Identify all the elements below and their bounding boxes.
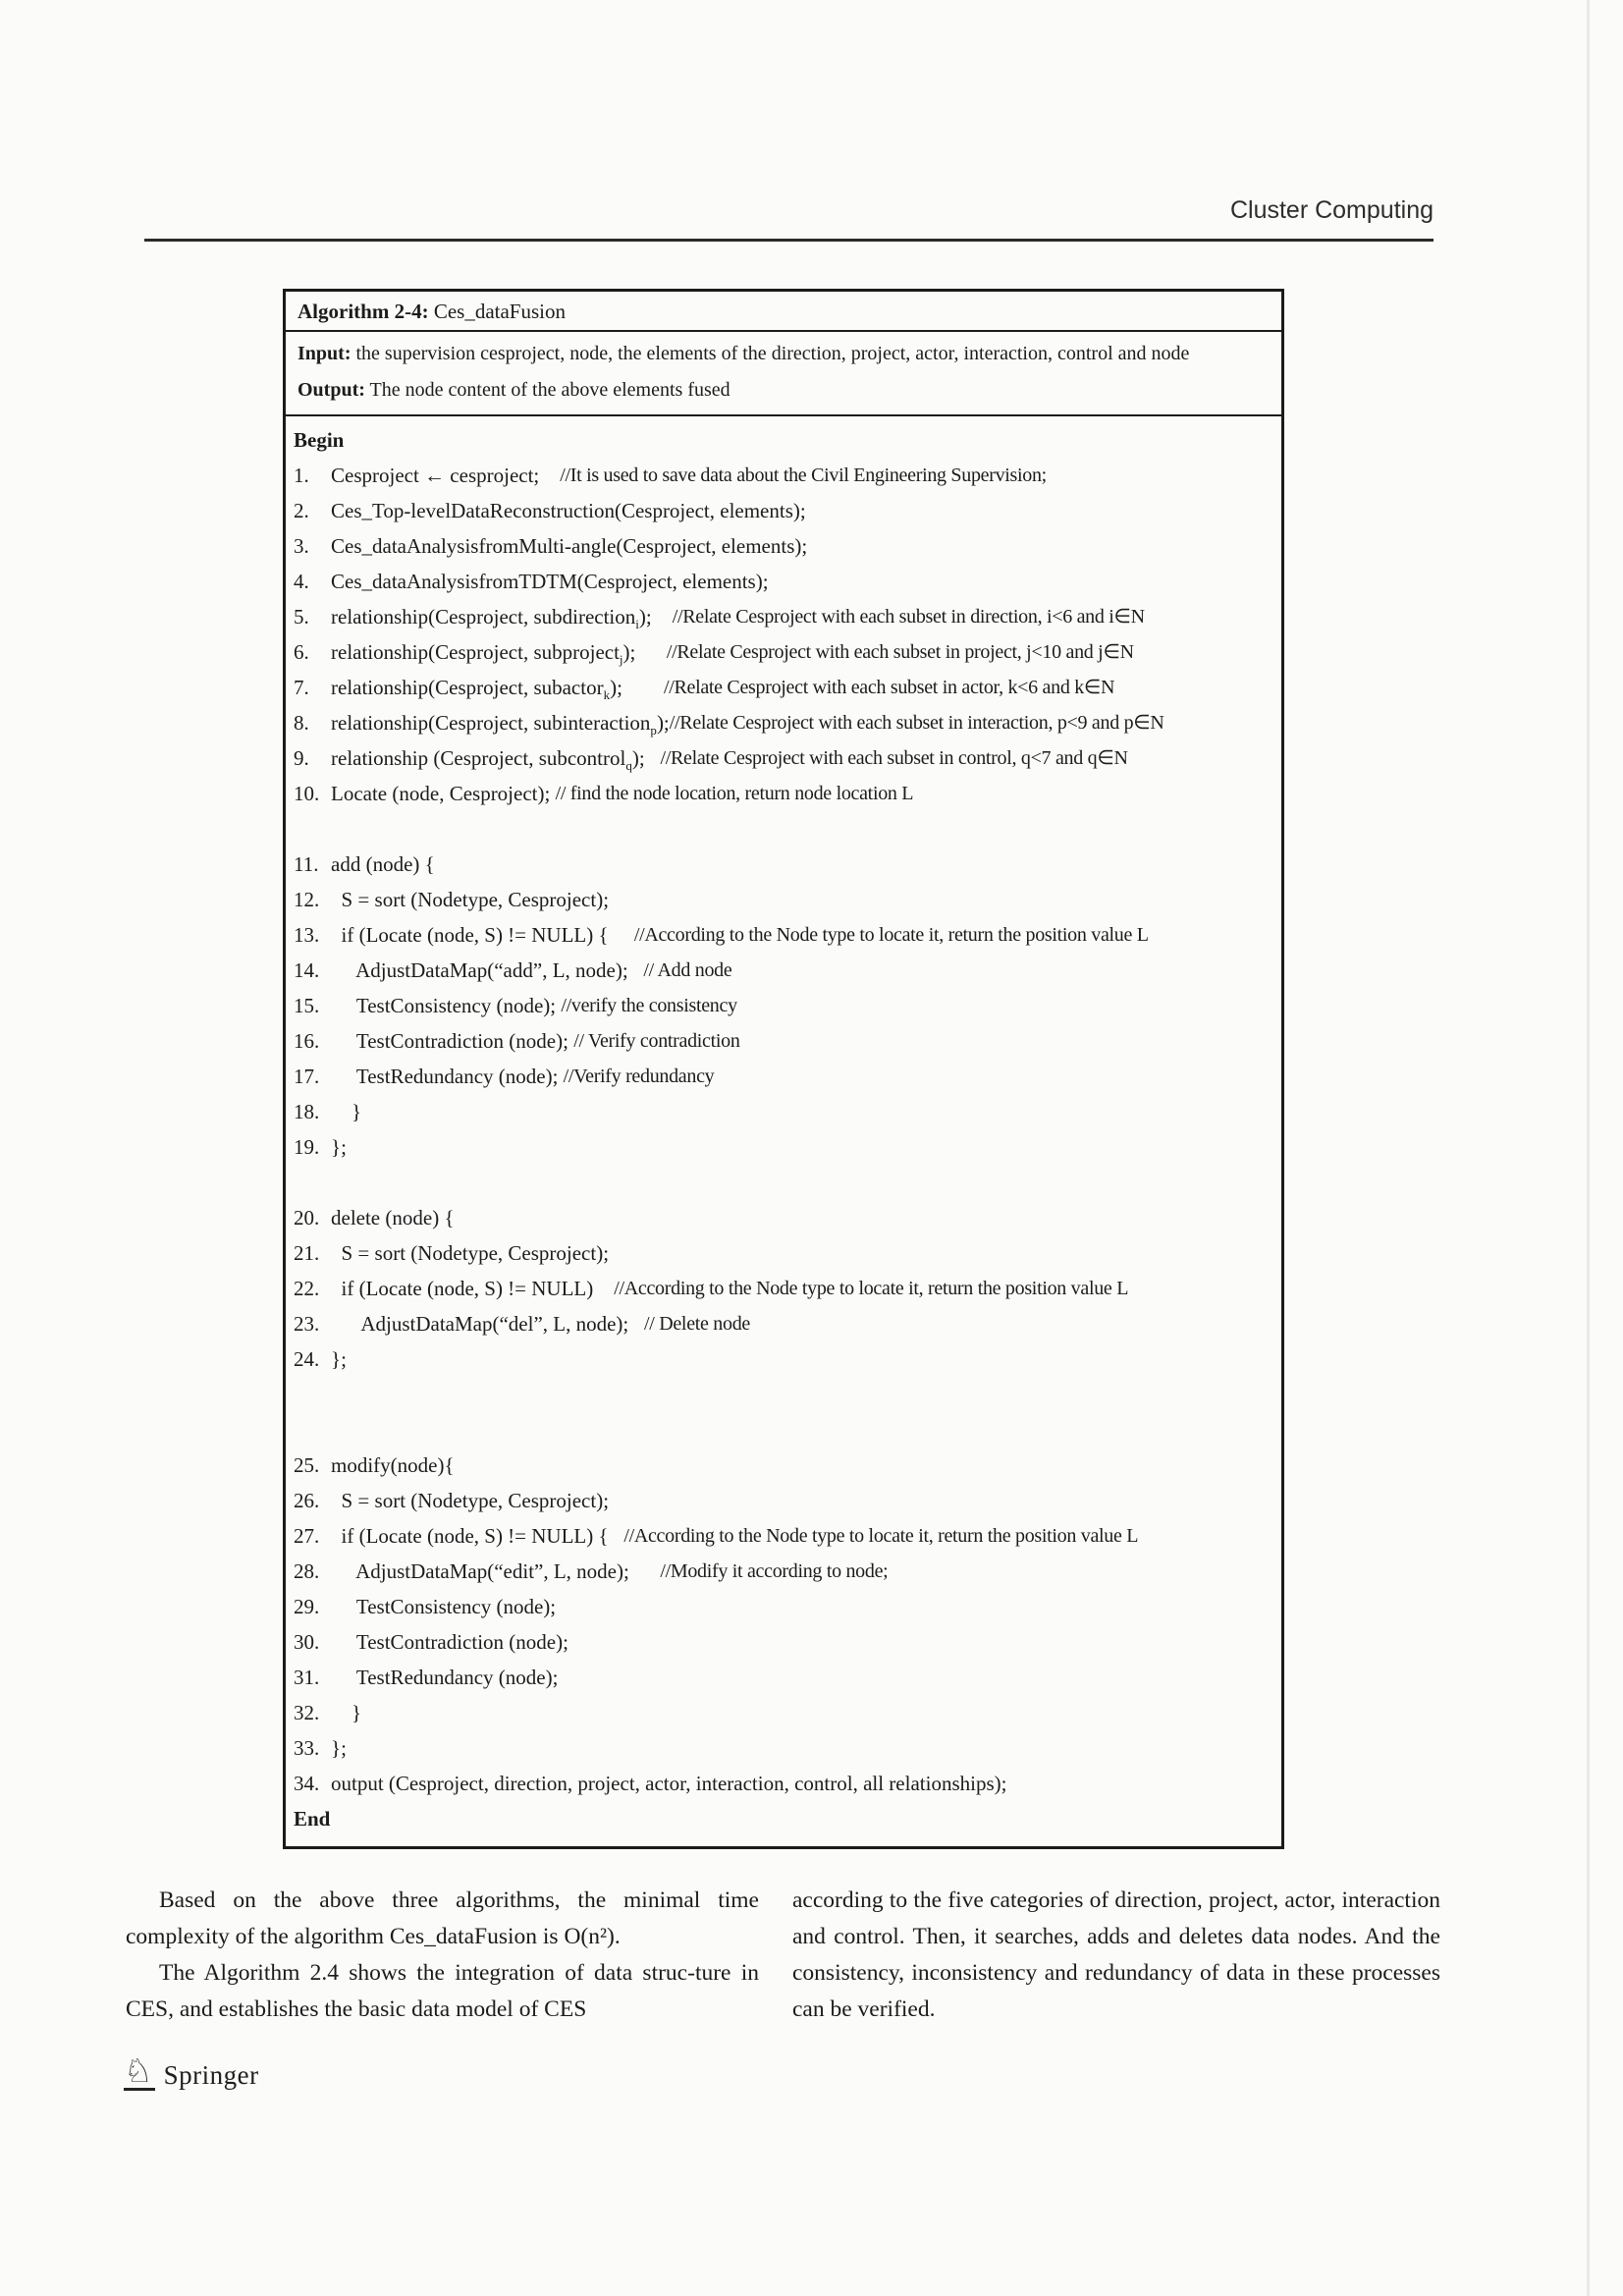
algorithm-line — [294, 1624, 1271, 1660]
algorithm-line — [294, 1341, 1271, 1377]
algorithm-line — [294, 1235, 1271, 1271]
journal-title: Cluster Computing — [1229, 196, 1434, 224]
algorithm-end — [294, 1801, 1271, 1836]
line-code: TestConsistency (node); — [331, 994, 562, 1017]
line-number: 28. — [294, 1559, 320, 1583]
line-code: if (Locate (node, S) != NULL) { — [331, 923, 634, 947]
line-code: TestRedundancy (node); — [331, 1666, 559, 1689]
line-number: 34. — [294, 1772, 320, 1795]
line-comment: //verify the consistency — [561, 995, 737, 1016]
line-number: 1. — [294, 464, 309, 487]
line-number: 20. — [294, 1206, 320, 1230]
line-number — [294, 811, 331, 847]
line-number: 17. — [294, 1065, 320, 1088]
algorithm-line — [294, 740, 1271, 776]
header-rule — [144, 239, 1434, 242]
line-comment: // Delete node — [644, 1313, 750, 1335]
line-code: Ces_dataAnalysisfromTDTM(Cesproject, elements); — [331, 570, 769, 593]
line-code: TestConsistency (node); — [331, 1595, 557, 1618]
line-number: 15. — [294, 994, 320, 1017]
line-number: 26. — [294, 1489, 320, 1512]
algorithm-line — [294, 776, 1271, 811]
line-number — [294, 1165, 331, 1200]
line-number: 10. — [294, 782, 320, 805]
line-number: 2. — [294, 499, 309, 522]
algorithm-io-row — [286, 332, 1281, 416]
algorithm-line — [294, 917, 1271, 953]
line-code: }; — [331, 1736, 347, 1760]
line-number: 33. — [294, 1736, 320, 1760]
line-number: 24. — [294, 1347, 320, 1371]
line-comment: //Relate Cesproject with each subset in interaction, p<9 and p∈N — [669, 712, 1164, 734]
line-number: 6. — [294, 640, 309, 664]
line-number: 31. — [294, 1666, 320, 1689]
line-number — [294, 1377, 331, 1412]
algorithm-line — [294, 705, 1271, 740]
line-code: Ces_dataAnalysisfromMulti-angle(Cesproject, elements); — [331, 534, 808, 558]
algorithm-line — [294, 1483, 1271, 1518]
line-code: }; — [331, 1347, 347, 1371]
paragraph: The Algorithm 2.4 shows the integration of data struc-ture in CES, and establishes the basic data model of CES — [126, 1960, 759, 2022]
algorithm-line — [294, 1554, 1271, 1589]
line-number — [294, 1412, 331, 1448]
line-comment: // Verify contradiction — [573, 1030, 740, 1052]
algorithm-begin — [294, 422, 1271, 458]
algorithm-line — [294, 1448, 1271, 1483]
line-code: if (Locate (node, S) != NULL) — [331, 1277, 615, 1300]
algorithm-line — [294, 1200, 1271, 1235]
algorithm-line — [294, 458, 1271, 493]
algorithm-lines — [294, 458, 1271, 1801]
algorithm-line — [294, 528, 1271, 564]
algorithm-line — [294, 564, 1271, 599]
algorithm-input — [298, 336, 1270, 372]
line-comment: //Relate Cesproject with each subset in control, q<7 and q∈N — [660, 747, 1128, 769]
line-code: relationship(Cesproject, subinteraction$_p$); — [331, 711, 670, 738]
algorithm-line — [294, 1589, 1271, 1624]
line-number: 18. — [294, 1100, 320, 1123]
algorithm-line — [294, 1766, 1271, 1801]
output-text: The node content of the above elements fused — [364, 379, 730, 401]
end-label: End — [294, 1807, 331, 1831]
body-column-left — [126, 1883, 759, 2028]
algorithm-line — [294, 1306, 1271, 1341]
line-code: S = sort (Nodetype, Cesproject); — [331, 888, 610, 911]
line-comment: //According to the Node type to locate it, return the position value L — [633, 924, 1149, 946]
algorithm-line — [294, 599, 1271, 634]
algorithm-line — [294, 1129, 1271, 1165]
line-code: relationship(Cesproject, subdirection$_i$); — [331, 605, 673, 632]
line-code: relationship(Cesproject, subactor$_k$); — [331, 676, 664, 703]
line-code: S = sort (Nodetype, Cesproject); — [331, 1241, 610, 1265]
line-code: TestRedundancy (node); — [331, 1065, 564, 1088]
line-code: add (node) { — [331, 852, 435, 876]
line-number: 32. — [294, 1701, 320, 1724]
algorithm-line — [294, 811, 1271, 847]
line-code: Cesproject ← cesproject; — [331, 464, 561, 487]
line-number: 11. — [294, 852, 319, 876]
algorithm-line — [294, 1412, 1271, 1448]
line-number: 29. — [294, 1595, 320, 1618]
line-number: 5. — [294, 605, 309, 629]
algorithm-line — [294, 953, 1271, 988]
line-code: Locate (node, Cesproject); — [331, 782, 556, 805]
line-number: 9. — [294, 746, 309, 770]
line-code: delete (node) { — [331, 1206, 455, 1230]
line-code: } — [331, 1100, 362, 1123]
algorithm-title-label: Algorithm 2-4: — [298, 300, 429, 323]
knight-icon: ♘ — [124, 2051, 153, 2090]
algorithm-line — [294, 1518, 1271, 1554]
algorithm-output — [298, 372, 1270, 409]
line-code: AdjustDataMap(“add”, L, node); — [331, 958, 644, 982]
algorithm-line — [294, 634, 1271, 670]
line-number: 27. — [294, 1524, 320, 1548]
line-number: 22. — [294, 1277, 320, 1300]
line-code: TestContradiction (node); — [331, 1630, 568, 1654]
algorithm-line — [294, 1695, 1271, 1730]
paragraph: according to the five categories of direction, project, actor, interaction and control. Then, it searches, adds and deletes data nodes. And the consistency, inconsistency and redundancy of data in these processes can be verified. — [792, 1887, 1440, 2022]
algorithm-line — [294, 1165, 1271, 1200]
algorithm-box — [283, 289, 1284, 1849]
line-comment: //Modify it according to node; — [660, 1560, 889, 1582]
line-comment: //It is used to save data about the Civil Engineering Supervision; — [560, 465, 1047, 486]
algorithm-line — [294, 1059, 1271, 1094]
line-number: 21. — [294, 1241, 320, 1265]
body-column-right — [792, 1883, 1440, 2028]
line-comment: //Relate Cesproject with each subset in project, j<10 and j∈N — [666, 641, 1134, 663]
algorithm-line — [294, 670, 1271, 705]
line-code: } — [331, 1701, 362, 1724]
line-number: 12. — [294, 888, 320, 911]
algorithm-line — [294, 1730, 1271, 1766]
line-code: output (Cesproject, direction, project, actor, interaction, control, all relationships); — [331, 1772, 1007, 1795]
algorithm-title-row — [286, 292, 1281, 332]
algorithm-line — [294, 882, 1271, 917]
line-code: relationship(Cesproject, subproject$_j$); — [331, 640, 667, 668]
input-label: Input: — [298, 343, 352, 364]
algorithm-line — [294, 988, 1271, 1023]
line-code: if (Locate (node, S) != NULL) { — [331, 1524, 624, 1548]
line-comment: //According to the Node type to locate it, return the position value L — [614, 1278, 1129, 1299]
line-number: 7. — [294, 676, 309, 699]
line-comment: //According to the Node type to locate it, return the position value L — [623, 1525, 1139, 1547]
line-code: modify(node){ — [331, 1453, 455, 1477]
line-code: Ces_Top-levelDataReconstruction(Cesproject, elements); — [331, 499, 806, 522]
line-code: AdjustDataMap(“del”, L, node); — [331, 1312, 644, 1336]
algorithm-body — [286, 416, 1281, 1846]
line-code: S = sort (Nodetype, Cesproject); — [331, 1489, 610, 1512]
line-number: 13. — [294, 923, 320, 947]
line-number: 30. — [294, 1630, 320, 1654]
line-code: AdjustDataMap(“edit”, L, node); — [331, 1559, 661, 1583]
line-number: 4. — [294, 570, 309, 593]
algorithm-line — [294, 1660, 1271, 1695]
algorithm-line — [294, 1271, 1271, 1306]
scan-artifact — [1587, 0, 1590, 2296]
algorithm-line — [294, 847, 1271, 882]
line-comment: //Relate Cesproject with each subset in direction, i<6 and i∈N — [672, 606, 1145, 628]
line-number: 16. — [294, 1029, 320, 1053]
algorithm-line — [294, 1377, 1271, 1412]
line-number: 19. — [294, 1135, 320, 1159]
springer-logo — [124, 2051, 259, 2091]
line-code: relationship (Cesproject, subcontrol$_q$); — [331, 746, 661, 774]
line-number: 14. — [294, 958, 320, 982]
line-comment: // Add node — [643, 959, 732, 981]
output-label: Output: — [298, 379, 365, 401]
begin-label: Begin — [294, 428, 345, 452]
line-number: 25. — [294, 1453, 320, 1477]
line-comment: //Relate Cesproject with each subset in actor, k<6 and k∈N — [663, 677, 1115, 698]
publisher-name: Springer — [163, 2060, 259, 2090]
line-code: TestContradiction (node); — [331, 1029, 574, 1053]
line-number: 23. — [294, 1312, 320, 1336]
algorithm-line — [294, 1023, 1271, 1059]
paragraph: Based on the above three algorithms, the minimal time complexity of the algorithm Ces_dataFusion is O(n²). — [126, 1887, 759, 1949]
line-number: 8. — [294, 711, 309, 735]
line-code: }; — [331, 1135, 347, 1159]
algorithm-title-name: Ces_dataFusion — [428, 300, 566, 323]
algorithm-line — [294, 1094, 1271, 1129]
line-number: 3. — [294, 534, 309, 558]
input-text: the supervision cesproject, node, the elements of the direction, project, actor, interaction, control and node — [351, 343, 1190, 364]
algorithm-line — [294, 493, 1271, 528]
line-comment: //Verify redundancy — [563, 1066, 715, 1087]
line-comment: // find the node location, return node location L — [555, 783, 914, 804]
